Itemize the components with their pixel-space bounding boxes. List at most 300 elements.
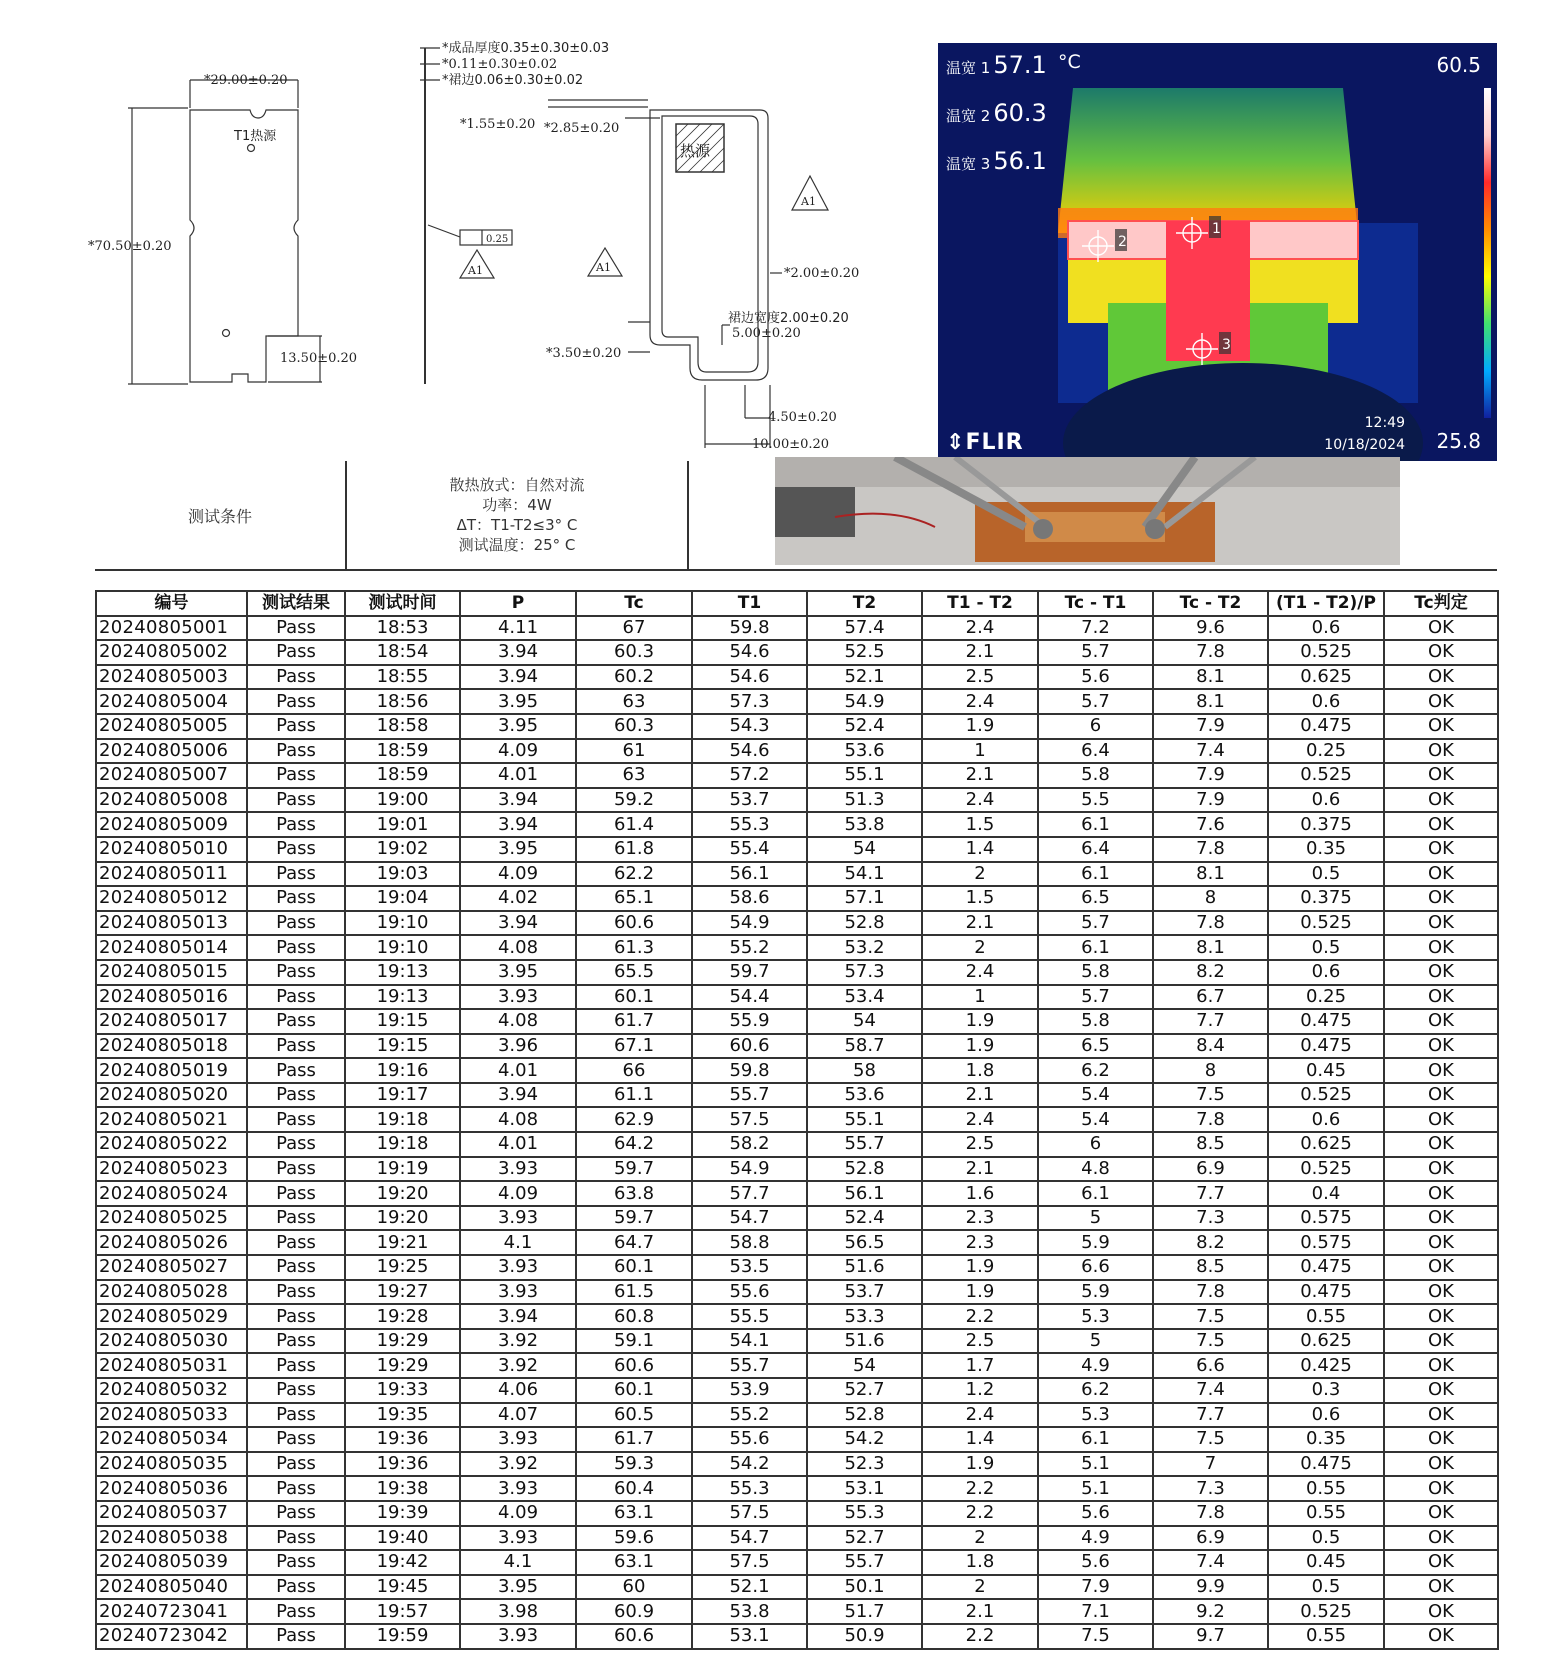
table-cell: 19:00: [345, 788, 460, 813]
column-header: Tc判定: [1384, 591, 1498, 616]
table-cell: 63.1: [576, 1501, 692, 1526]
table-cell: 60.3: [576, 640, 692, 665]
table-cell: 54: [807, 1353, 922, 1378]
table-row: [96, 1083, 1498, 1108]
table-cell: Pass: [247, 911, 345, 936]
table-cell: Pass: [247, 739, 345, 764]
table-cell: 53.4: [807, 985, 922, 1010]
table-cell: 52.8: [807, 911, 922, 936]
table-cell: 1.8: [922, 1058, 1038, 1083]
table-cell: 0.6: [1268, 689, 1384, 714]
table-cell: OK: [1384, 1476, 1498, 1501]
table-cell: 0.625: [1268, 665, 1384, 690]
table-cell: Pass: [247, 1034, 345, 1059]
datum-label-right: A1: [801, 195, 816, 208]
table-cell: 2.4: [922, 788, 1038, 813]
table-cell: 6.9: [1153, 1526, 1268, 1551]
table-cell: OK: [1384, 1624, 1498, 1649]
table-cell: 19:01: [345, 812, 460, 837]
table-cell: Pass: [247, 935, 345, 960]
table-cell: 2.2: [922, 1304, 1038, 1329]
table-cell: 20240805033: [96, 1403, 247, 1428]
table-cell: 53.2: [807, 935, 922, 960]
table-cell: 7.8: [1153, 640, 1268, 665]
table-cell: 54.1: [807, 862, 922, 887]
table-cell: Pass: [247, 985, 345, 1010]
table-cell: 20240805029: [96, 1304, 247, 1329]
thickness-dim: *成品厚度0.35±0.30±0.03: [442, 41, 610, 56]
table-cell: 6.1: [1038, 812, 1153, 837]
table-cell: 60.2: [576, 665, 692, 690]
table-cell: OK: [1384, 1009, 1498, 1034]
table-cell: 19:40: [345, 1526, 460, 1551]
table-cell: 20240805019: [96, 1058, 247, 1083]
table-cell: 19:19: [345, 1157, 460, 1182]
capture-time: 12:49: [1364, 415, 1405, 431]
table-cell: 4.8: [1038, 1157, 1153, 1182]
table-cell: 5.1: [1038, 1476, 1153, 1501]
table-cell: 2.2: [922, 1624, 1038, 1649]
table-row: [96, 1230, 1498, 1255]
datum-label-left: A1: [468, 264, 483, 277]
table-cell: 51.3: [807, 788, 922, 813]
table-cell: 2.4: [922, 1403, 1038, 1428]
table-row: [96, 886, 1498, 911]
table-cell: 6.6: [1038, 1255, 1153, 1280]
table-cell: 7.9: [1038, 1575, 1153, 1600]
temp-min: 25.8: [1436, 429, 1481, 453]
test-results-table: [95, 590, 1499, 1650]
table-cell: Pass: [247, 886, 345, 911]
table-cell: OK: [1384, 1230, 1498, 1255]
table-cell: 0.55: [1268, 1501, 1384, 1526]
table-cell: 0.5: [1268, 1526, 1384, 1551]
table-cell: 6.1: [1038, 862, 1153, 887]
table-cell: OK: [1384, 1083, 1498, 1108]
table-cell: 63.1: [576, 1550, 692, 1575]
table-cell: 3.93: [460, 1427, 576, 1452]
table-cell: 20240805035: [96, 1452, 247, 1477]
table-cell: OK: [1384, 1550, 1498, 1575]
table-cell: Pass: [247, 1452, 345, 1477]
table-cell: 20240805036: [96, 1476, 247, 1501]
table-cell: 53.9: [692, 1378, 807, 1403]
table-cell: 3.95: [460, 837, 576, 862]
table-cell: 20240723042: [96, 1624, 247, 1649]
table-cell: 5.8: [1038, 1009, 1153, 1034]
table-cell: 2: [922, 1575, 1038, 1600]
table-cell: 20240805026: [96, 1230, 247, 1255]
table-cell: 8.1: [1153, 862, 1268, 887]
table-cell: 20240805006: [96, 739, 247, 764]
table-cell: 6.6: [1153, 1353, 1268, 1378]
table-cell: 57.4: [807, 616, 922, 641]
table-cell: 3.92: [460, 1353, 576, 1378]
table-cell: 60.6: [576, 1353, 692, 1378]
table-cell: 20240805038: [96, 1526, 247, 1551]
test-conditions: [95, 461, 1497, 571]
point-label-3: 3: [1222, 337, 1231, 353]
table-row: [96, 640, 1498, 665]
table-cell: 59.1: [576, 1329, 692, 1354]
table-cell: 20240805021: [96, 1107, 247, 1132]
table-cell: 59.6: [576, 1526, 692, 1551]
table-cell: 19:42: [345, 1550, 460, 1575]
table-cell: 0.35: [1268, 837, 1384, 862]
table-cell: OK: [1384, 1107, 1498, 1132]
table-cell: 1.9: [922, 1255, 1038, 1280]
heat-source-dot: [248, 145, 255, 152]
sheet-dim: *0.11±0.30±0.02: [442, 57, 558, 72]
table-cell: 0.525: [1268, 1083, 1384, 1108]
table-cell: 5.4: [1038, 1107, 1153, 1132]
table-cell: 4.08: [460, 1009, 576, 1034]
table-cell: 4.01: [460, 1058, 576, 1083]
table-cell: 20240805024: [96, 1181, 247, 1206]
table-row: [96, 837, 1498, 862]
table-cell: 7.4: [1153, 739, 1268, 764]
table-cell: 6.1: [1038, 1427, 1153, 1452]
table-cell: 3.94: [460, 911, 576, 936]
table-cell: 4.01: [460, 763, 576, 788]
table-cell: 5.7: [1038, 640, 1153, 665]
table-cell: 54.2: [692, 1452, 807, 1477]
temp-marker-2: 温宽 2 60.3: [946, 99, 1047, 127]
table-cell: Pass: [247, 1526, 345, 1551]
table-cell: 8: [1153, 1058, 1268, 1083]
table-cell: 55.4: [692, 837, 807, 862]
table-cell: 3.98: [460, 1599, 576, 1624]
table-cell: 55.7: [692, 1353, 807, 1378]
table-cell: 2.5: [922, 1329, 1038, 1354]
table-cell: 54.9: [692, 1157, 807, 1182]
table-cell: 65.5: [576, 960, 692, 985]
table-cell: 60: [576, 1575, 692, 1600]
table-cell: OK: [1384, 1599, 1498, 1624]
table-cell: 0.625: [1268, 1132, 1384, 1157]
table-cell: 63: [576, 763, 692, 788]
column-header: P: [460, 591, 576, 616]
table-cell: 2.5: [922, 665, 1038, 690]
table-cell: 4.02: [460, 886, 576, 911]
table-cell: 2.4: [922, 616, 1038, 641]
table-cell: Pass: [247, 1476, 345, 1501]
table-cell: Pass: [247, 812, 345, 837]
table-row: [96, 1181, 1498, 1206]
table-cell: 7.3: [1153, 1476, 1268, 1501]
table-cell: 18:58: [345, 714, 460, 739]
table-row: [96, 616, 1498, 641]
condition-line: 测试温度：25° C: [458, 536, 576, 554]
table-cell: 19:13: [345, 960, 460, 985]
table-cell: 19:10: [345, 911, 460, 936]
table-cell: 3.93: [460, 1280, 576, 1305]
table-cell: 20240805015: [96, 960, 247, 985]
table-cell: 54.6: [692, 665, 807, 690]
table-cell: 2.3: [922, 1230, 1038, 1255]
table-cell: 55.9: [692, 1009, 807, 1034]
table-cell: OK: [1384, 1034, 1498, 1059]
table-cell: 53.7: [692, 788, 807, 813]
table-cell: 8: [1153, 886, 1268, 911]
table-cell: 62.9: [576, 1107, 692, 1132]
table-row: [96, 1353, 1498, 1378]
skirt-width-dim: 裙边宽度2.00±0.20: [728, 311, 849, 326]
table-cell: 20240805004: [96, 689, 247, 714]
table-cell: 19:29: [345, 1353, 460, 1378]
table-cell: 0.6: [1268, 788, 1384, 813]
column-header: Tc: [576, 591, 692, 616]
table-cell: 51.7: [807, 1599, 922, 1624]
table-cell: 4.9: [1038, 1353, 1153, 1378]
table-cell: 3.94: [460, 1304, 576, 1329]
table-cell: 0.35: [1268, 1427, 1384, 1452]
table-cell: OK: [1384, 1501, 1498, 1526]
table-cell: 18:54: [345, 640, 460, 665]
table-cell: 0.45: [1268, 1550, 1384, 1575]
table-cell: 6: [1038, 1132, 1153, 1157]
table-cell: 19:35: [345, 1403, 460, 1428]
table-cell: 7.5: [1153, 1427, 1268, 1452]
section-dim-1: *1.55±0.20: [460, 117, 536, 132]
column-header: Tc - T1: [1038, 591, 1153, 616]
table-cell: 3.95: [460, 1575, 576, 1600]
table-cell: 57.3: [807, 960, 922, 985]
table-cell: 54.6: [692, 739, 807, 764]
table-cell: 19:33: [345, 1378, 460, 1403]
table-cell: Pass: [247, 1304, 345, 1329]
table-cell: OK: [1384, 1304, 1498, 1329]
table-cell: 0.475: [1268, 1009, 1384, 1034]
table-cell: 0.475: [1268, 1034, 1384, 1059]
table-cell: 3.93: [460, 1624, 576, 1649]
table-cell: 2: [922, 1526, 1038, 1551]
table-cell: OK: [1384, 1452, 1498, 1477]
table-cell: 19:10: [345, 935, 460, 960]
table-row: [96, 739, 1498, 764]
table-cell: 52.1: [807, 665, 922, 690]
table-cell: 19:38: [345, 1476, 460, 1501]
table-cell: 2.4: [922, 1107, 1038, 1132]
temp-marker-3: 温宽 3 56.1: [946, 147, 1047, 175]
table-cell: 9.7: [1153, 1624, 1268, 1649]
edge-dim: *裙边0.06±0.30±0.02: [442, 73, 584, 88]
table-cell: 19:29: [345, 1329, 460, 1354]
table-cell: 9.6: [1153, 616, 1268, 641]
table-cell: 60.1: [576, 1255, 692, 1280]
table-cell: 7.8: [1153, 1107, 1268, 1132]
table-cell: 55.7: [807, 1132, 922, 1157]
table-cell: 2.1: [922, 640, 1038, 665]
table-cell: 0.3: [1268, 1378, 1384, 1403]
table-cell: 5.3: [1038, 1403, 1153, 1428]
table-cell: 7.5: [1153, 1304, 1268, 1329]
table-cell: 3.95: [460, 689, 576, 714]
table-row: [96, 714, 1498, 739]
table-cell: 19:57: [345, 1599, 460, 1624]
table-cell: 6.1: [1038, 1181, 1153, 1206]
table-cell: 5.8: [1038, 763, 1153, 788]
table-cell: 18:53: [345, 616, 460, 641]
table-cell: OK: [1384, 665, 1498, 690]
table-cell: 19:45: [345, 1575, 460, 1600]
table-cell: 8.1: [1153, 689, 1268, 714]
table-cell: 0.525: [1268, 763, 1384, 788]
table-cell: 20240805031: [96, 1353, 247, 1378]
table-cell: 19:36: [345, 1427, 460, 1452]
table-cell: 20240805025: [96, 1206, 247, 1231]
table-cell: OK: [1384, 689, 1498, 714]
table-row: [96, 935, 1498, 960]
table-cell: 60.5: [576, 1403, 692, 1428]
table-cell: 7.9: [1153, 763, 1268, 788]
table-cell: 58.8: [692, 1230, 807, 1255]
table-cell: 3.94: [460, 812, 576, 837]
table-cell: 7.7: [1153, 1403, 1268, 1428]
table-cell: 7.6: [1153, 812, 1268, 837]
table-cell: 53.8: [692, 1599, 807, 1624]
table-cell: 5.9: [1038, 1230, 1153, 1255]
table-cell: 4.01: [460, 1132, 576, 1157]
table-cell: 1.9: [922, 1280, 1038, 1305]
table-cell: 52.8: [807, 1403, 922, 1428]
table-cell: 20240805016: [96, 985, 247, 1010]
table-cell: 54.3: [692, 714, 807, 739]
table-cell: 20240805017: [96, 1009, 247, 1034]
table-cell: 4.09: [460, 1501, 576, 1526]
table-cell: 0.525: [1268, 640, 1384, 665]
table-cell: 56.5: [807, 1230, 922, 1255]
table-cell: Pass: [247, 960, 345, 985]
table-cell: 3.95: [460, 714, 576, 739]
table-cell: 51.6: [807, 1329, 922, 1354]
table-cell: 56.1: [807, 1181, 922, 1206]
table-cell: 7.2: [1038, 616, 1153, 641]
table-cell: 20240805018: [96, 1034, 247, 1059]
table-cell: 0.475: [1268, 1452, 1384, 1477]
table-cell: Pass: [247, 1157, 345, 1182]
table-cell: 55.6: [692, 1427, 807, 1452]
table-cell: 3.93: [460, 1255, 576, 1280]
table-cell: 19:16: [345, 1058, 460, 1083]
table-cell: 57.2: [692, 763, 807, 788]
table-cell: 61.7: [576, 1427, 692, 1452]
table-cell: Pass: [247, 1132, 345, 1157]
table-row: [96, 1058, 1498, 1083]
table-cell: Pass: [247, 1378, 345, 1403]
table-cell: 2.1: [922, 1599, 1038, 1624]
table-cell: 50.1: [807, 1575, 922, 1600]
table-cell: 2.2: [922, 1476, 1038, 1501]
table-cell: 0.525: [1268, 1157, 1384, 1182]
table-cell: 55.5: [692, 1304, 807, 1329]
table-cell: 6.4: [1038, 837, 1153, 862]
table-cell: 67.1: [576, 1034, 692, 1059]
table-row: [96, 985, 1498, 1010]
table-cell: 19:17: [345, 1083, 460, 1108]
table-cell: 4.1: [460, 1230, 576, 1255]
table-cell: 55.2: [692, 935, 807, 960]
table-row: [96, 1280, 1498, 1305]
table-cell: OK: [1384, 1206, 1498, 1231]
table-cell: 53.6: [807, 739, 922, 764]
front-height-dim: *70.50±0.20: [88, 239, 172, 254]
table-cell: 19:20: [345, 1181, 460, 1206]
table-cell: OK: [1384, 1575, 1498, 1600]
table-cell: 55.3: [692, 812, 807, 837]
table-cell: 53.8: [807, 812, 922, 837]
table-cell: 19:27: [345, 1280, 460, 1305]
table-cell: 7.3: [1153, 1206, 1268, 1231]
table-cell: 1.9: [922, 1452, 1038, 1477]
table-cell: 3.94: [460, 788, 576, 813]
color-scale-bar: [1484, 88, 1491, 418]
front-heat-label: T1热源: [234, 129, 277, 144]
table-cell: 52.7: [807, 1378, 922, 1403]
condition-line: 功率：4W: [482, 496, 552, 514]
table-cell: 19:18: [345, 1132, 460, 1157]
table-cell: 3.96: [460, 1034, 576, 1059]
table-cell: 3.94: [460, 1083, 576, 1108]
table-cell: OK: [1384, 763, 1498, 788]
table-cell: 61.1: [576, 1083, 692, 1108]
table-cell: 6.9: [1153, 1157, 1268, 1182]
table-row: [96, 1624, 1498, 1649]
table-cell: 3.93: [460, 985, 576, 1010]
table-cell: 1: [922, 739, 1038, 764]
temp-unit: °C: [1058, 51, 1081, 73]
table-cell: 54.6: [692, 640, 807, 665]
table-cell: OK: [1384, 935, 1498, 960]
table-cell: 60.6: [576, 911, 692, 936]
table-cell: OK: [1384, 812, 1498, 837]
table-cell: OK: [1384, 1378, 1498, 1403]
table-cell: 20240805028: [96, 1280, 247, 1305]
table-cell: 54: [807, 837, 922, 862]
table-cell: 52.8: [807, 1157, 922, 1182]
table-cell: 58.6: [692, 886, 807, 911]
table-cell: Pass: [247, 640, 345, 665]
table-cell: 20240805008: [96, 788, 247, 813]
table-row: [96, 1550, 1498, 1575]
table-cell: 56.1: [692, 862, 807, 887]
table-cell: 0.5: [1268, 862, 1384, 887]
table-cell: 7.4: [1153, 1378, 1268, 1403]
table-cell: 3.94: [460, 640, 576, 665]
table-cell: Pass: [247, 1255, 345, 1280]
thermal-image: [938, 43, 1497, 461]
table-cell: OK: [1384, 1427, 1498, 1452]
table-cell: 2.5: [922, 1132, 1038, 1157]
table-cell: 20240805003: [96, 665, 247, 690]
table-cell: 20240805012: [96, 886, 247, 911]
table-cell: 7.5: [1153, 1083, 1268, 1108]
table-row: [96, 1132, 1498, 1157]
table-cell: 7.7: [1153, 1181, 1268, 1206]
conditions-text: [347, 461, 689, 569]
table-cell: 53.6: [807, 1083, 922, 1108]
table-cell: 20240805037: [96, 1501, 247, 1526]
table-cell: 19:03: [345, 862, 460, 887]
table-cell: 54.9: [807, 689, 922, 714]
flatness-value: 0.25: [486, 234, 509, 245]
table-cell: 57.5: [692, 1107, 807, 1132]
table-cell: 6.4: [1038, 739, 1153, 764]
section-dim-3: *2.00±0.20: [784, 266, 860, 281]
section-dim-2: *2.85±0.20: [544, 121, 620, 136]
table-cell: 52.4: [807, 714, 922, 739]
table-cell: 52.7: [807, 1526, 922, 1551]
